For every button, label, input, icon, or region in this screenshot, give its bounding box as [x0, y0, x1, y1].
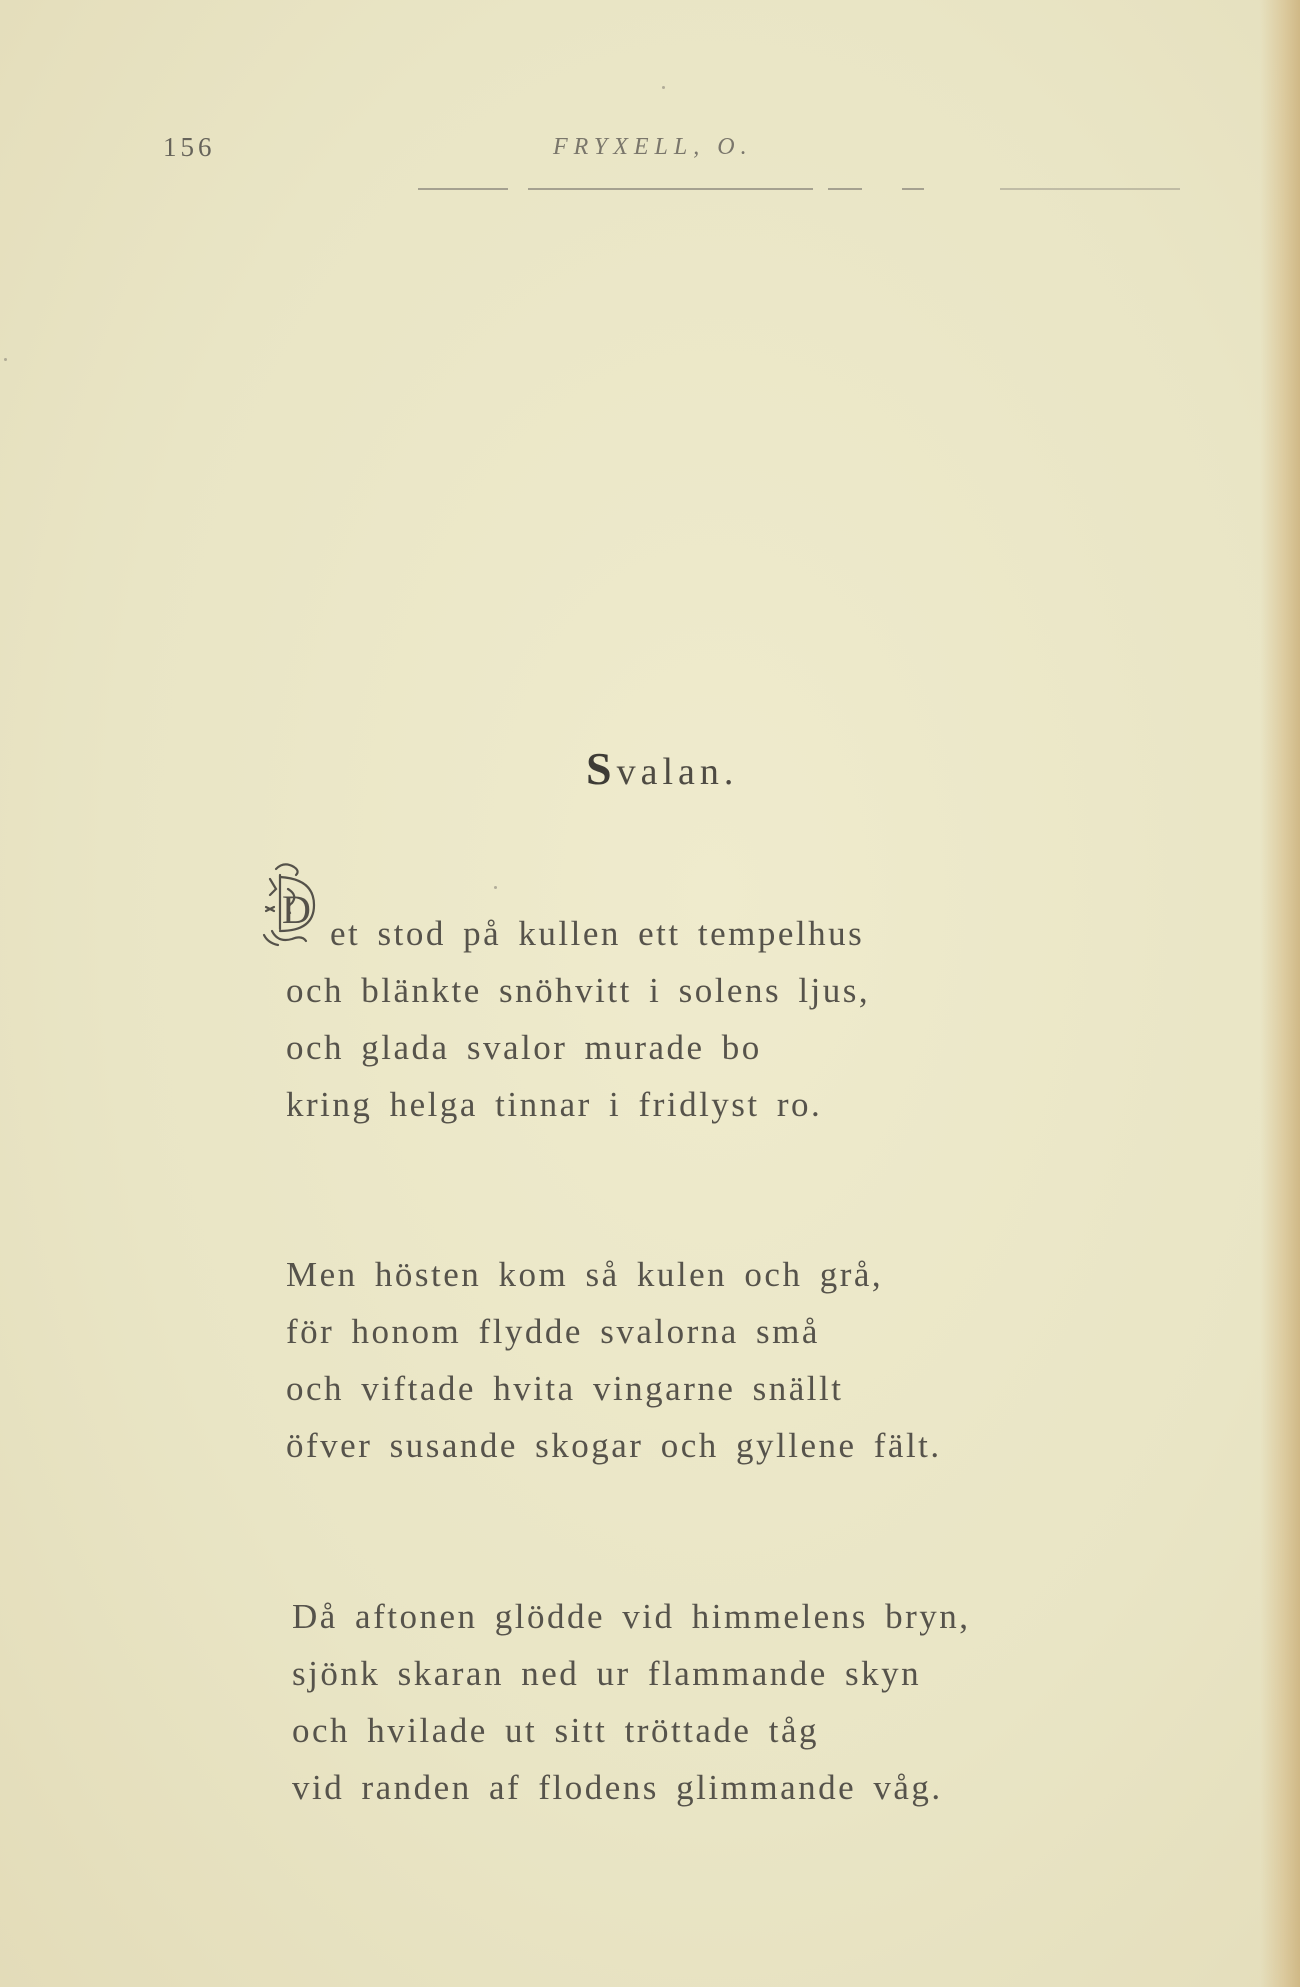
paper-speck [494, 886, 497, 889]
poem-line: sjönk skaran ned ur flammande skyn [292, 1654, 922, 1693]
poem-line: och glada svalor murade bo [286, 1028, 762, 1067]
title-rest: valan. [616, 751, 739, 793]
svg-text:D: D [282, 887, 314, 932]
paper-speck [662, 86, 665, 89]
title-initial: S [586, 743, 617, 794]
poem-line: Men hösten kom så kulen och grå, [286, 1255, 884, 1294]
poem-line: och blänkte snöhvitt i solens ljus, [286, 971, 871, 1010]
stanza-1 [282, 887, 871, 1133]
poem-line: och viftade hvita vingarne snällt [286, 1369, 844, 1408]
poem-line: och hvilade ut sitt tröttade tåg [292, 1711, 819, 1750]
stanza-2 [286, 1246, 942, 1474]
running-head: FRYXELL, O. [553, 134, 753, 160]
ornamental-drop-cap-icon [258, 859, 324, 959]
stanza-3 [292, 1588, 970, 1816]
page-number: 156 [163, 132, 216, 162]
poem-title [586, 742, 738, 795]
poem-line [282, 887, 870, 962]
poem-line: vid randen af flodens glimmande våg. [292, 1768, 943, 1807]
poem-line: för honom flydde svalorna små [286, 1312, 820, 1351]
poem-line: Då aftonen glödde vid himmelens bryn, [292, 1597, 971, 1636]
poem-line: öfver susande skogar och gyllene fält. [286, 1426, 942, 1465]
poem-line: kring helga tinnar i fridlyst ro. [286, 1085, 823, 1124]
paper-speck [4, 358, 7, 361]
page-edge-shadow [1260, 0, 1300, 1987]
header-rule [160, 188, 1180, 190]
page-header [163, 132, 1173, 172]
poem-line-text: et stod på kullen ett tempelhus [330, 914, 865, 953]
